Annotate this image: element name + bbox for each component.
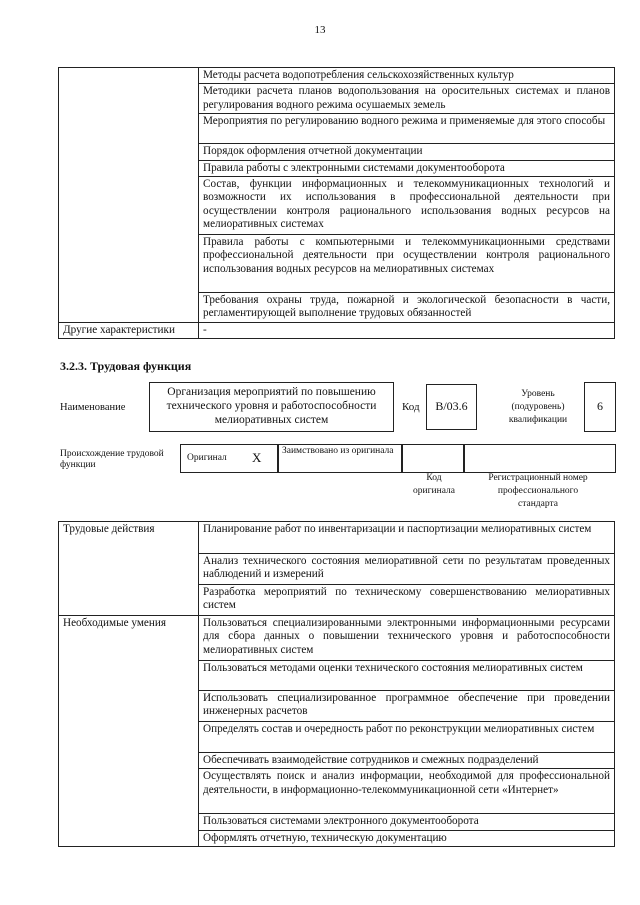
function-table [58, 521, 615, 847]
knowledge-row: Требования охраны труда, пожарной и экологической безопасности в части, регламентирующей выполнение трудовых обязанностей [199, 293, 615, 323]
knowledge-row: Правила работы с компьютерными и телекоммуникационными средствами профессиональной деятельности при осуществлении контроля рационального использования водных ресурсов на мелиоративных системах [199, 235, 615, 293]
knowledge-row: Правила работы с электронными системами документооборота [199, 160, 615, 176]
skill-row: Определять состав и очередность работ по реконструкции мелиоративных систем [199, 722, 615, 753]
labor-action-row: Планирование работ по инвентаризации и паспортизации мелиоративных систем [199, 522, 615, 554]
reg-number-box [463, 444, 616, 473]
skill-row: Обеспечивать взаимодействие сотрудников и смежных подразделений [199, 753, 615, 769]
section-title: 3.2.3. Трудовая функция [60, 359, 192, 373]
level-box [584, 382, 616, 432]
skill-row: Пользоваться методами оценки технического состояния мелиоративных систем [199, 661, 615, 691]
labor-actions-label: Трудовые действия [59, 522, 199, 616]
origin-label: Происхождение трудовой функции [60, 449, 164, 470]
original-label: Оригинал [187, 453, 227, 463]
level-label: Уровень (подуровень) квалификации [508, 389, 568, 425]
name-box [149, 382, 394, 432]
knowledge-row: Методы расчета водопотребления сельскохозяйственных культур [199, 68, 615, 84]
skills-label: Необходимые умения [59, 616, 199, 847]
borrowed-box [277, 444, 403, 473]
code-original-box [401, 444, 465, 473]
code-value: B/03.6 [435, 399, 468, 413]
labor-action-row: Анализ технического состояния мелиоративной сети по результатам проведенных наблюдений и измерений [199, 554, 615, 585]
skill-row: Использовать специализированное программное обеспечение при проведении инженерных расчетов [199, 691, 615, 722]
skill-row: Пользоваться специализированными электронными информационными ресурсами для сбора данных о повышении технического уровня и работоспособности мелиоративных систем [199, 616, 615, 661]
borrowed-label: Заимствовано из оригинала [282, 446, 394, 456]
other-characteristics-value: - [199, 323, 615, 339]
code-label: Код [402, 401, 420, 413]
skill-row: Осуществлять поиск и анализ информации, необходимой для профессиональной деятельности, в информационно-телекоммуникационной сети «Интернет» [199, 769, 615, 814]
reg-number-caption: Регистрационный номер профессионального стандарта [488, 473, 588, 509]
knowledge-row: Методики расчета планов водопользования на оросительных системах и планов регулирования водного режима осушаемых земель [199, 84, 615, 114]
code-box [426, 384, 477, 430]
name-label: Наименование [60, 402, 126, 413]
page-number: 13 [314, 24, 326, 36]
code-original-caption: Код оригинала [413, 473, 455, 496]
original-box [180, 444, 279, 473]
original-mark: X [252, 450, 262, 465]
other-characteristics-label: Другие характеристики [59, 323, 199, 339]
name-value: Организация мероприятий по повышению технического уровня и работоспособности мелиоративных систем [166, 386, 377, 426]
skill-row: Пользоваться системами электронного документооборота [199, 814, 615, 830]
labor-action-row: Разработка мероприятий по техническому совершенствованию мелиоративных систем [199, 585, 615, 616]
level-value: 6 [597, 399, 603, 413]
knowledge-row: Состав, функции информационных и телекоммуникационных технологий и возможности их использования в профессиональной деятельности при осуществлении контроля рационального использования водных ресурсов на мелиоративных системах [199, 177, 615, 235]
knowledge-table [58, 67, 615, 339]
knowledge-label-cell [59, 68, 199, 323]
knowledge-row: Мероприятия по регулированию водного режима и применяемые для этого способы [199, 114, 615, 144]
skill-row: Оформлять отчетную, техническую документацию [199, 830, 615, 846]
knowledge-row: Порядок оформления отчетной документации [199, 144, 615, 160]
